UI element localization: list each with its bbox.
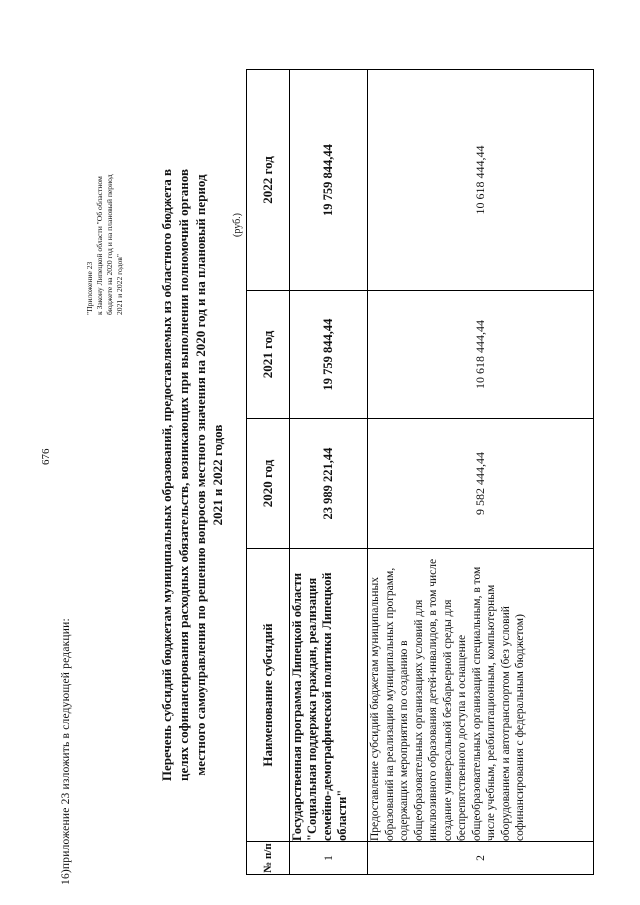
- header-2020: 2020 год: [247, 419, 290, 549]
- amount-2020: 23 989 221,44: [290, 419, 368, 549]
- header-num: № п/п: [247, 842, 290, 875]
- document-heading: Перечень субсидий бюджетам муниципальных образований, предоставляемых из областного бюджета в целях софинансирования расходных обязательств, возникающих при выполнении полномочий органов местного самоуправления по решению вопросов местного значения на 2020 год и на плановый период 2021 и 2022 годов: [159, 168, 225, 782]
- currency-unit: (руб.): [232, 213, 243, 237]
- amount-2020: 9 582 444,44: [368, 419, 594, 549]
- header-name: Наименование субсидий: [247, 549, 290, 842]
- annex-reference: [85, 75, 125, 315]
- amount-2022: 10 618 444,44: [368, 70, 594, 291]
- header-2021: 2021 год: [247, 291, 290, 419]
- annex-line: бюджете на 2020 год и на плановый период: [105, 174, 114, 315]
- amount-2021: 19 759 844,44: [290, 291, 368, 419]
- subsidies-table: [246, 69, 594, 875]
- row-number: 2: [368, 842, 594, 875]
- table-header-row: [247, 70, 290, 875]
- row-number: 1: [290, 842, 368, 875]
- annex-line: 2021 и 2022 годов": [115, 254, 124, 315]
- page-number: 676: [40, 448, 52, 465]
- annex-line: к Закону Липецкой области "Об областном: [95, 176, 104, 315]
- subsidy-name: Предоставление субсидий бюджетам муниципальных образований на реализацию муниципальных программ, содержащих мероприятия по созданию в общеобразовательных организациях условий для инклюзивного образования детей-инвалидов, в том числе создание универсальной безбарьерной среды для беспрепятственного доступа и оснащение общеобразовательных организаций специальным, в том числе учебным, реабилитационным, компьютерным оборудованием и автотранспортом (без условий софинансирования с федеральным бюджетом): [368, 549, 594, 842]
- annex-line: "Приложение 23: [85, 261, 94, 315]
- table-row: [290, 70, 368, 875]
- amount-2022: 19 759 844,44: [290, 70, 368, 291]
- amendment-instruction: 16)приложение 23 изложить в следующей редакции:: [60, 618, 72, 885]
- program-name: Государственная программа Липецкой области "Социальная поддержка граждан, реализация семейно-демографической политики Липецкой области": [290, 549, 368, 842]
- amount-2021: 10 618 444,44: [368, 291, 594, 419]
- table-row: [368, 70, 594, 875]
- header-2022: 2022 год: [247, 70, 290, 291]
